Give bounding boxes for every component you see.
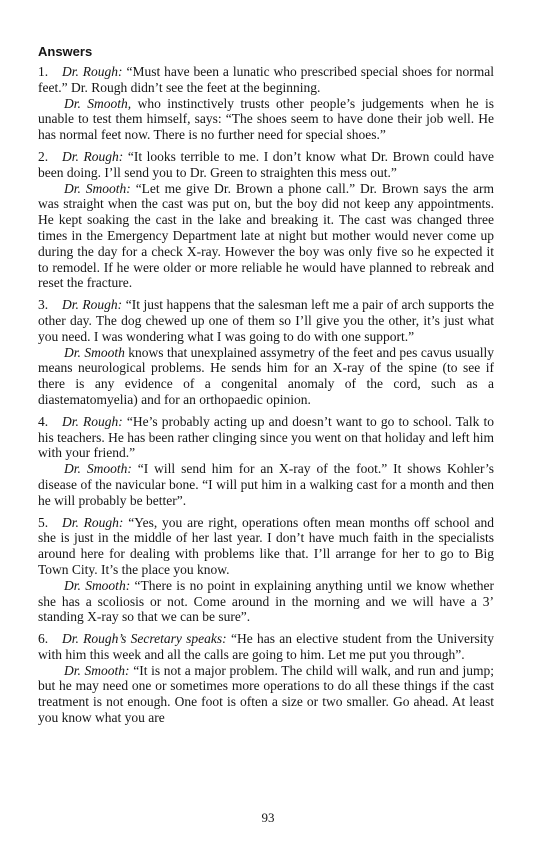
speech-text: “There is no point in explaining anything until we know whether she has a scoliosis or not. Come around in the morning and we will have a 3’ standing X-ray so that we can be sure”. (38, 577, 494, 625)
speech-text: “He has an elective student from the University with him this week and all the calls are going to him. Let me put you through”. (38, 631, 495, 662)
speech-text: “It just happens that the salesman left me a pair of arch supports the other day. The dog chewed up one of them so I’ll give you the other, it’s just what you need. I was wondering what I was going to do with one support.” (38, 297, 495, 344)
speaker-label: Dr. Rough: (62, 413, 123, 429)
speech-text: “Let me give Dr. Brown a phone call.” Dr. Brown says the arm was straight when the cast was put on, but the boy did not keep any appointments. He kept soaking the cast in the lake and breaking it. The cast was changed three times in the Emergency Department late at night but mother would never come up during the day for a check X-ray. However the boy was only five so he expected it to remodel. If he were older or more reliable he would have planned to rebreak and reset the fracture. (38, 180, 494, 291)
speech-text: “Yes, you are right, operations often mean months off school and she is just in the middle of her last year. I don’t have much faith in the specialists around here for dealing with problems like that. I’ll arrange for her to go to Big Town City. It’s the place you know. (38, 514, 494, 577)
speech-text: “Must have been a lunatic who prescribed special shoes for normal feet.” Dr. Rough didn’t see the feet at the beginning. (38, 64, 494, 95)
speech-text: “I will send him for an X-ray of the foot.” It shows Kohler’s disease of the navicular bone. “I will put him in a walking cast for a month and then he will probably be better”. (38, 461, 494, 508)
item-number: 4. (38, 413, 49, 429)
speaker-label: Dr. Rough: (62, 64, 123, 79)
item-number: 5. (38, 514, 49, 530)
speech-text: “It looks terrible to me. I don’t know what Dr. Brown could have been doing. I’ll send you to Dr. Green to straighten this mess out.” (38, 148, 495, 180)
speaker-label: Dr. Smooth (64, 344, 125, 360)
answer-1-smooth (38, 96, 494, 143)
answer-6-smooth (38, 663, 494, 726)
speaker-label: Dr. Smooth: (64, 577, 131, 593)
answer-4-smooth (38, 461, 494, 508)
answer-2-rough (38, 149, 494, 181)
speech-text: knows that unexplained assymetry of the feet and pes cavus usually means neurological problems. He sends him for an X-ray of the spine (to see if there is any evidence of a congenital anomaly of the cord, such as a diastematomyelia) and for an orthopaedic opinion. (38, 344, 495, 407)
answer-1-rough (38, 64, 494, 96)
speaker-label: Dr. Smooth, (64, 95, 132, 111)
speaker-label: Dr. Smooth: (64, 662, 130, 678)
answers-body (38, 64, 494, 726)
page-number: 93 (261, 810, 275, 825)
item-number: 1. (38, 64, 49, 79)
speaker-label: Dr. Rough’s Secretary speaks: (62, 631, 227, 647)
answer-3-rough (38, 297, 494, 344)
speech-text: “He’s probably acting up and doesn’t want to go to school. Talk to his teachers. He has been rather clinging since you went on that holiday and left him with your friend.” (38, 413, 494, 461)
speaker-label: Dr. Rough: (62, 514, 124, 530)
speaker-label: Dr. Rough: (62, 148, 124, 164)
answer-3-smooth (38, 345, 494, 408)
item-number: 6. (38, 631, 49, 647)
item-number: 3. (38, 297, 49, 313)
answer-2-smooth (38, 181, 494, 292)
speech-text: “It is not a major problem. The child will walk, and run and jump; but he may need one or sometimes more operations to do all these things if the cast treatment is not enough. One foot is often a size or two smaller. Go ahead. At least you know what you are (38, 662, 494, 726)
item-number: 2. (38, 148, 49, 164)
answer-6-rough (38, 631, 494, 663)
speech-text: who instinctively trusts other people’s judgements when he is unable to test them himself, says: “The shoes seem to have done their job well. He has normal feet now. There is no further need for special shoes.” (38, 95, 495, 143)
speaker-label: Dr. Smooth: (64, 461, 132, 477)
answer-5-smooth (38, 578, 494, 625)
speaker-label: Dr. Rough: (62, 297, 123, 313)
answer-5-rough (38, 515, 494, 578)
speaker-label: Dr. Smooth: (64, 180, 131, 196)
section-heading: Answers (38, 44, 93, 59)
answer-4-rough (38, 414, 494, 461)
